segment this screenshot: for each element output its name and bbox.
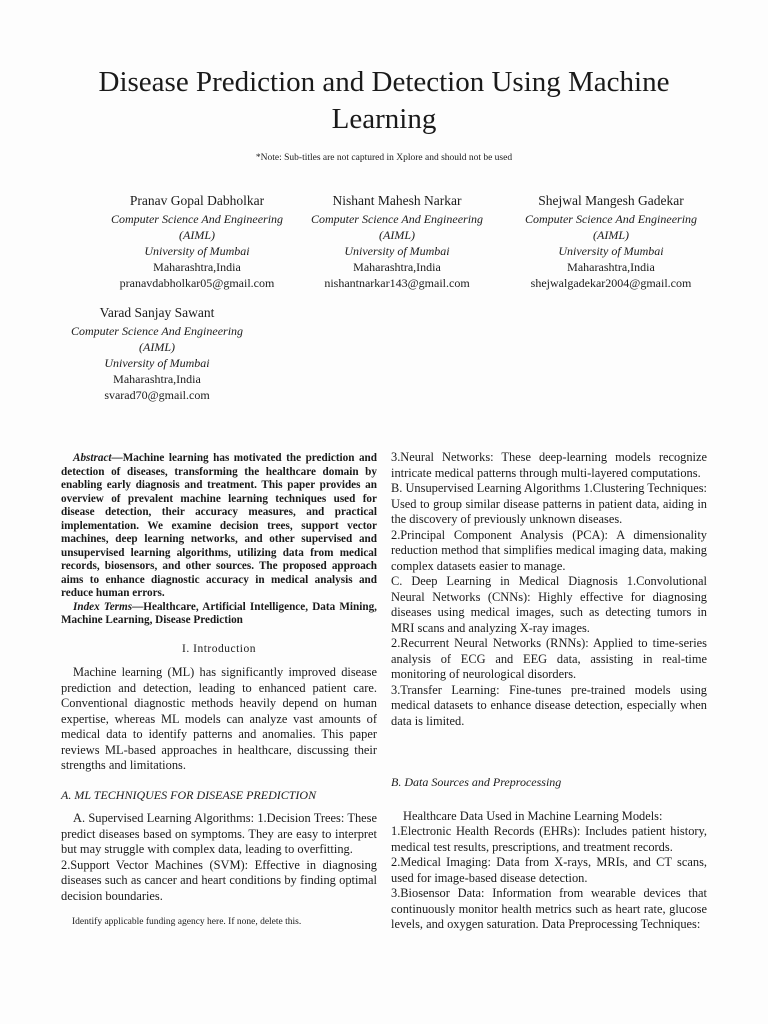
left-column (61, 452, 377, 904)
biosensor-paragraph: 3.Biosensor Data: Information from wearable devices that continuously monitor health metrics such as heart rate, glucose levels, and oxygen saturation. Data Preprocessing Techniques: (391, 886, 707, 931)
author-name: Pranav Gopal Dabholkar (129, 193, 265, 208)
author-location: Maharashtra,India (353, 260, 441, 274)
author-university: University of Mumbai (144, 244, 250, 258)
author-email: svarad70@gmail.com (104, 388, 210, 402)
funding-footnote: Identify applicable funding agency here. If none, delete this. (72, 917, 302, 927)
author-name: Shejwal Mangesh Gadekar (538, 193, 684, 208)
author-name: Varad Sanjay Sawant (99, 305, 215, 320)
right-column (391, 450, 707, 933)
abstract-label: Abstract (73, 452, 112, 464)
author-location: Maharashtra,India (153, 260, 241, 274)
author-name: Nishant Mahesh Narkar (332, 193, 462, 208)
index-terms (61, 601, 377, 628)
subsection-heading-ml-techniques: A. ML TECHNIQUES FOR DISEASE PREDICTION (61, 787, 317, 802)
svm-paragraph: 2.Support Vector Machines (SVM): Effective in diagnosing diseases such as cancer and heart conditions by finding optimal decision boundaries. (61, 857, 377, 903)
author-dept-sub: (AIML) (379, 228, 415, 242)
ehr-paragraph: 1.Electronic Health Records (EHRs): Includes patient history, medical test results, prescriptions, and treatment records. (391, 824, 707, 854)
author-university: University of Mumbai (344, 244, 450, 258)
author-dept: Computer Science And Engineering (70, 324, 244, 338)
neural-networks-paragraph: 3.Neural Networks: These deep-learning models recognize intricate medical patterns through multi-layered computations. (391, 450, 707, 480)
author-email: nishantnarkar143@gmail.com (324, 276, 470, 290)
index-terms-text: —Healthcare, Artificial Intelligence, Data Mining, Machine Learning, Disease Prediction (61, 600, 377, 626)
author-dept-sub: (AIML) (139, 340, 175, 354)
author-location: Maharashtra,India (567, 260, 655, 274)
title-note: *Note: Sub-titles are not captured in Xplore and should not be used (255, 153, 513, 163)
transfer-learning-paragraph: 3.Transfer Learning: Fine-tunes pre-trained models using medical datasets to enhance disease detection, especially when data is limited. (391, 682, 707, 728)
author-university: University of Mumbai (104, 356, 210, 370)
author-block-4 (22, 304, 292, 403)
section-heading-introduction: I. Introduction (182, 642, 256, 655)
paper-title: Disease Prediction and Detection Using Machine Learning (98, 66, 670, 135)
author-dept: Computer Science And Engineering (524, 212, 698, 226)
author-email: pranavdabholkar05@gmail.com (119, 276, 275, 290)
ml-techniques-paragraph: A. Supervised Learning Algorithms: 1.Decision Trees: These predict diseases based on symptoms. They are easy to interpret but may struggle with complex data, leading to overfitting. (61, 811, 377, 856)
index-terms-label: Index Terms (73, 600, 133, 613)
author-dept-sub: (AIML) (179, 228, 215, 242)
deep-learning-paragraph: C. Deep Learning in Medical Diagnosis 1.Convolutional Neural Networks (CNNs): Highly effective for diagnosing diseases using medical images, such as detecting tumors in MRI scans and analyzing X-ray images. (391, 574, 707, 635)
rnn-paragraph: 2.Recurrent Neural Networks (RNNs): Applied to time-series analysis of ECG and EEG data, assisting in real-time monitoring of neurological disorders. (391, 636, 707, 681)
medical-imaging-paragraph: 2.Medical Imaging: Data from X-rays, MRIs, and CT scans, used for image-based disease detection. (391, 855, 707, 885)
abstract (61, 452, 377, 601)
author-university: University of Mumbai (558, 244, 664, 258)
intro-paragraph: Machine learning (ML) has significantly improved disease prediction and detection, leading to enhanced patient care. Conventional diagnostic methods heavily depend on human expertise, whereas ML models can analyze vast amounts of medical data to identify patterns and anomalies. This paper reviews ML-based approaches in healthcare, discussing their strengths and limitations. (61, 665, 377, 772)
abstract-text: —Machine learning has motivated the prediction and detection of diseases, transforming the healthcare domain by enabling early diagnosis and treatment. This paper provides an overview of prevalent machine learning techniques used for disease detection, their accuracy measures, and practical implementation. We examine decision trees, support vector machines, deep learning networks, and other supervised and unsupervised learning algorithms, utilizing data from medical records, biosensors, and other sources. The proposed approach aims to enhance diagnostic accuracy in medical analysis and reduce human errors. (61, 452, 377, 599)
author-email: shejwalgadekar2004@gmail.com (530, 276, 692, 290)
author-dept: Computer Science And Engineering (110, 212, 284, 226)
unsupervised-paragraph: B. Unsupervised Learning Algorithms 1.Clustering Techniques: Used to group similar disease patterns in patient data, aiding in the discovery of previously unknown diseases. (391, 481, 707, 526)
author-block-3 (476, 192, 746, 291)
healthcare-data-paragraph: Healthcare Data Used in Machine Learning Models: (403, 808, 663, 823)
author-location: Maharashtra,India (113, 372, 201, 386)
subsection-heading-data-sources: B. Data Sources and Preprocessing (391, 775, 562, 789)
author-dept-sub: (AIML) (593, 228, 629, 242)
pca-paragraph: 2.Principal Component Analysis (PCA): A dimensionality reduction method that simplifies medical imaging data, making complex datasets easier to manage. (391, 527, 707, 573)
author-dept: Computer Science And Engineering (310, 212, 484, 226)
